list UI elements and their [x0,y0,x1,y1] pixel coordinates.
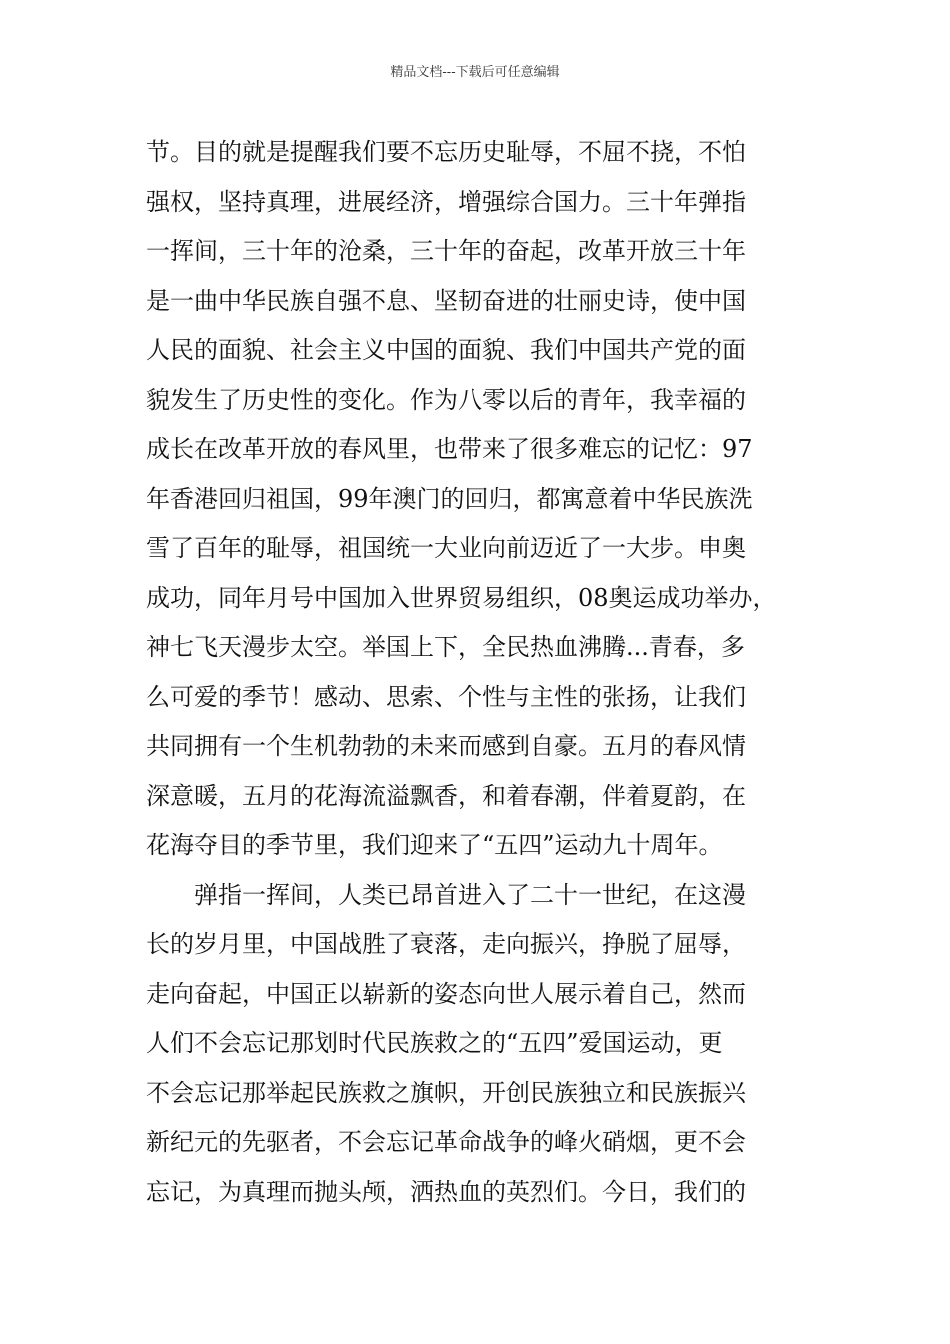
text-line: 花海夺目的季节里，我们迎来了“五四”运动九十周年。 [146,831,723,859]
text-line: 人民的面貌、社会主义中国的面貌、我们中国共产党的面 [146,336,746,364]
text-line: 是一曲中华民族自强不息、坚韧奋进的壮丽史诗，使中国 [146,286,746,315]
text-line: 成功，同年月号中国加入世界贸易组织，08奥运成功举办， [146,583,777,612]
text-line: 神七飞天漫步太空。举国上下，全民热血沸腾...青春，多 [146,633,745,661]
text-line: 走向奋起，中国正以崭新的姿态向世人展示着自己，然而 [146,979,746,1008]
text-line: 忘记，为真理而抛头颅，洒热血的英烈们。今日，我们的 [146,1177,746,1206]
text-line: 长的岁月里，中国战胜了衰落，走向振兴，挣脱了屈辱， [146,930,746,958]
text-line: 共同拥有一个生机勃勃的未来而感到自豪。五月的春风情 [146,732,746,760]
text-line: 人们不会忘记那划时代民族救之的“五四”爱国运动，更 [146,1029,723,1057]
text-line: 成长在改革开放的春风里，也带来了很多难忘的记忆：97 [146,435,753,463]
text-line: 年香港回归祖国，99年澳门的回归，都寓意着中华民族洗 [146,484,753,513]
text-line: 弹指一挥间，人类已昂首进入了二十一世纪，在这漫 [146,880,746,909]
body-text [146,128,826,1217]
text-line: 一挥间，三十年的沧桑，三十年的奋起，改革开放三十年 [146,237,746,265]
text-line: 深意暖，五月的花海流溢飘香，和着春潮，伴着夏韵，在 [146,781,746,810]
text-line: 不会忘记那举起民族救之旗帜，开创民族独立和民族振兴 [146,1078,746,1107]
text-line: 么可爱的季节！感动、思索、个性与主性的张扬，让我们 [146,682,746,711]
text-line: 强权，坚持真理，进展经济，增强综合国力。三十年弹指 [146,187,746,216]
text-line: 貌发生了历史性的变化。作为八零以后的青年，我幸福的 [146,385,746,414]
text-line: 雪了百年的耻辱，祖国统一大业向前迈近了一大步。申奥 [146,534,746,562]
text-line: 节。目的就是提醒我们要不忘历史耻辱，不屈不挠，不怕 [146,138,746,166]
page-header: 精品文档---下载后可任意编辑 [390,65,560,80]
text-line: 新纪元的先驱者，不会忘记革命战争的峰火硝烟，更不会 [146,1128,746,1156]
